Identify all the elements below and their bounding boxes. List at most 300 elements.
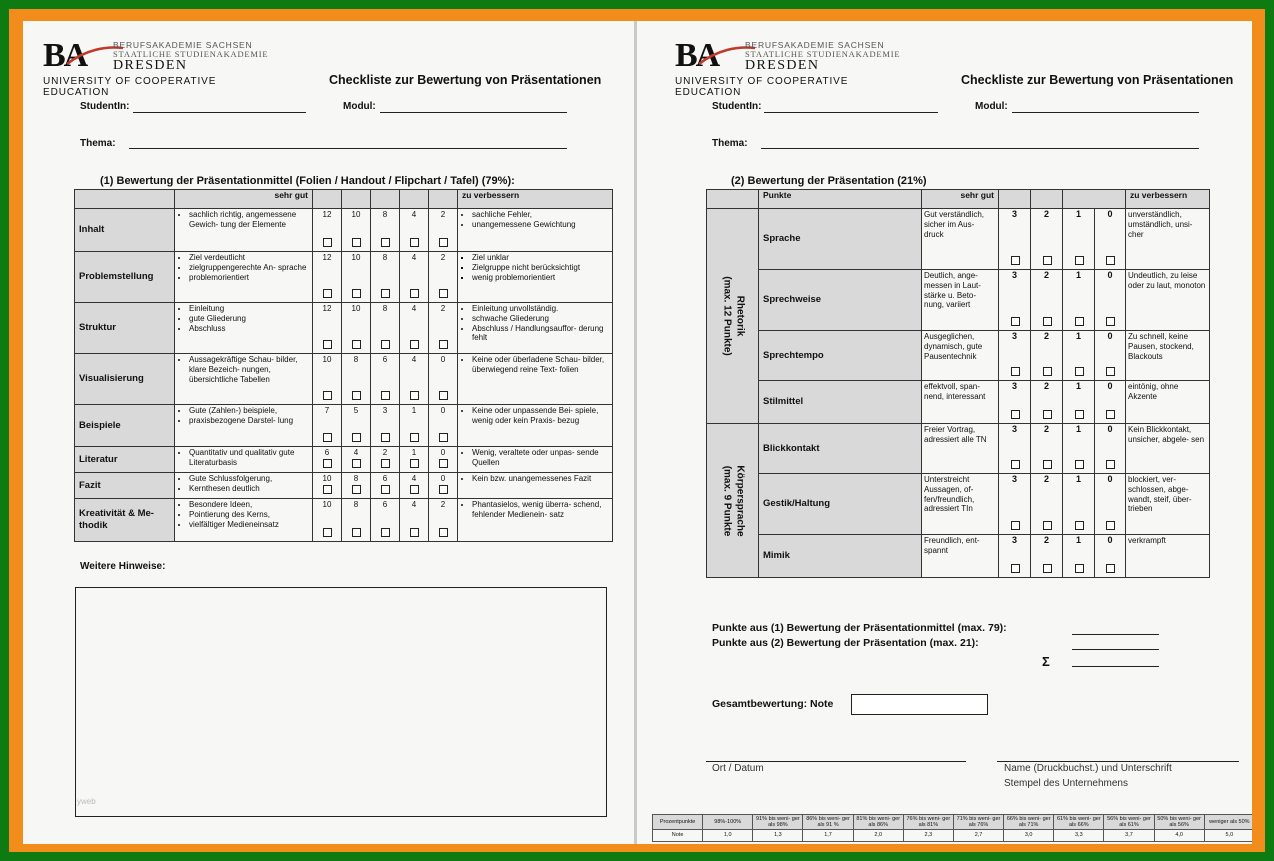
score-cell (429, 473, 458, 499)
score-cell (400, 354, 429, 405)
score-cell (371, 252, 400, 303)
sum2-field[interactable] (1072, 649, 1159, 650)
header-improve: zu verbessern (1126, 190, 1210, 209)
list-item: ▪ Zielgruppe nicht berücksichtigt (472, 263, 612, 273)
score-checkbox[interactable] (381, 238, 390, 247)
score-checkbox[interactable] (323, 391, 332, 400)
point-checkbox[interactable] (1106, 564, 1115, 573)
score-value: 2 (440, 304, 446, 313)
criterion-label: Sprechtempo (759, 331, 922, 381)
score-checkbox[interactable] (410, 391, 419, 400)
grade-cell: 5,0 (1204, 830, 1252, 842)
thema-field[interactable] (129, 148, 567, 149)
percent-row (653, 815, 1253, 830)
point-cell (1095, 209, 1126, 270)
table-row (707, 331, 1210, 381)
point-checkbox[interactable] (1043, 317, 1052, 326)
group-name: Rhetorik (734, 295, 745, 337)
score-checkbox[interactable] (381, 459, 390, 468)
point-value: 1 (1075, 209, 1081, 219)
grade-cell: 2,0 (853, 830, 903, 842)
point-checkbox[interactable] (1075, 256, 1084, 265)
score-checkbox[interactable] (381, 391, 390, 400)
point-value: 3 (1011, 381, 1017, 391)
criterion-label: Blickkontakt (759, 424, 922, 474)
score-checkbox[interactable] (323, 528, 332, 537)
table-row (75, 354, 613, 405)
criterion-label: Gestik/Haltung (759, 474, 922, 535)
point-value: 2 (1043, 535, 1049, 545)
improve-description: Undeutlich, zu leise oder zu laut, monoton (1126, 270, 1210, 331)
point-cell (1095, 381, 1126, 424)
score-checkbox[interactable] (352, 528, 361, 537)
list-item: ▪ Ziel unklar (472, 253, 612, 263)
point-checkbox[interactable] (1011, 317, 1020, 326)
point-value: 1 (1075, 535, 1081, 545)
point-cell (999, 270, 1031, 331)
good-criteria (175, 303, 313, 354)
score-cell (342, 473, 371, 499)
score-value: 2 (440, 253, 446, 262)
good-criteria (175, 447, 313, 473)
stamp-label: Stempel des Unternehmens (1004, 778, 1128, 789)
score-cell (371, 303, 400, 354)
percent-cell: 61% bis weni- ger als 66% (1054, 815, 1104, 830)
point-value: 3 (1011, 209, 1017, 219)
watermark-text: yweb (77, 797, 96, 806)
score-cell (342, 354, 371, 405)
thema-label: Thema: (80, 138, 116, 149)
score-value: 7 (324, 406, 330, 415)
grade-cell: 3,7 (1104, 830, 1154, 842)
header-very-good: sehr gut (175, 190, 313, 209)
list-item: • Quantitativ und qualitativ gute Literaturbasis (189, 448, 312, 468)
good-description: Gut verständlich, sicher im Aus- druck (922, 209, 999, 270)
percent-cell: 50% bis weni- ger als 56% (1154, 815, 1204, 830)
list-item: • unangemessene Gewichtung (472, 220, 612, 230)
score-checkbox[interactable] (410, 459, 419, 468)
grade-input[interactable] (851, 694, 988, 715)
point-checkbox[interactable] (1011, 521, 1020, 530)
point-value: 0 (1107, 381, 1113, 391)
score-checkbox[interactable] (439, 459, 448, 468)
point-checkbox[interactable] (1011, 564, 1020, 573)
criterion-label: Sprechweise (759, 270, 922, 331)
score-value: 4 (411, 304, 417, 313)
score-cell (400, 209, 429, 252)
score-value: 8 (382, 210, 388, 219)
point-cell (1095, 270, 1126, 331)
improve-description: Kein Blickkontakt, unsicher, abgele- sen (1126, 424, 1210, 474)
score-value: 4 (411, 210, 417, 219)
point-checkbox[interactable] (1075, 460, 1084, 469)
list-item: • Keine oder unpassende Bei- spiele, wenig oder kein Praxis- bezug (472, 406, 612, 426)
improve-description: Zu schnell, keine Pausen, stockend, Blackouts (1126, 331, 1210, 381)
improve-criteria (458, 303, 613, 354)
point-checkbox[interactable] (1011, 410, 1020, 419)
score-checkbox[interactable] (439, 433, 448, 442)
group-max: (max. 12 Punkte) (721, 276, 733, 356)
point-checkbox[interactable] (1043, 367, 1052, 376)
list-item: • Wenig, veraltete oder unpas- sende Quellen (472, 448, 612, 468)
place-date-label: Ort / Datum (712, 763, 764, 774)
improve-criteria (458, 405, 613, 447)
grade-cell: 1,0 (703, 830, 753, 842)
point-checkbox[interactable] (1043, 564, 1052, 573)
score-value: 8 (353, 355, 359, 364)
score-cell (371, 499, 400, 542)
score-checkbox[interactable] (439, 391, 448, 400)
improve-description: eintönig, ohne Akzente (1126, 381, 1210, 424)
criterion-label: Stilmittel (759, 381, 922, 424)
score-cell (400, 252, 429, 303)
score-value: 10 (322, 500, 332, 509)
table-row (707, 474, 1210, 535)
point-value: 3 (1011, 535, 1017, 545)
list-item: • Einleitung (189, 304, 312, 314)
score-checkbox[interactable] (323, 433, 332, 442)
score-value: 4 (411, 500, 417, 509)
point-cell (1031, 331, 1063, 381)
signature-line[interactable] (997, 761, 1239, 762)
good-criteria (175, 405, 313, 447)
criterion-label: Visualisierung (75, 354, 175, 405)
score-checkbox[interactable] (352, 433, 361, 442)
score-checkbox[interactable] (381, 485, 390, 494)
table-row (75, 209, 613, 252)
group-label (707, 424, 759, 578)
score-checkbox[interactable] (381, 340, 390, 349)
score-cell (429, 447, 458, 473)
point-cell (1031, 424, 1063, 474)
point-cell (1031, 209, 1063, 270)
score-checkbox[interactable] (352, 340, 361, 349)
criterion-label: Inhalt (75, 209, 175, 252)
list-item: • Gute Schlussfolgerung, (189, 474, 312, 484)
point-cell (1063, 331, 1095, 381)
score-checkbox[interactable] (323, 459, 332, 468)
presentation-means-table (74, 189, 613, 542)
good-description: Unterstreicht Aussagen, of- fen/freundlich, adressiert TIn (922, 474, 999, 535)
score-cell (342, 405, 371, 447)
percent-cell: 86% bis weni- ger als 91 % (803, 815, 853, 830)
grade-cell: 3,3 (1054, 830, 1104, 842)
student-field-right[interactable] (764, 112, 938, 113)
point-value: 1 (1075, 381, 1081, 391)
score-value: 10 (351, 304, 361, 313)
point-checkbox[interactable] (1106, 317, 1115, 326)
point-cell (1031, 535, 1063, 578)
score-value: 8 (382, 304, 388, 313)
score-cell (342, 447, 371, 473)
point-cell (1063, 474, 1095, 535)
score-value: 12 (322, 253, 332, 262)
criterion-label: Struktur (75, 303, 175, 354)
point-checkbox[interactable] (1106, 410, 1115, 419)
criterion-label: Literatur (75, 447, 175, 473)
score-checkbox[interactable] (352, 238, 361, 247)
score-checkbox[interactable] (323, 485, 332, 494)
point-checkbox[interactable] (1011, 367, 1020, 376)
grade-label: Gesamtbewertung: Note (712, 698, 834, 710)
score-cell (429, 303, 458, 354)
score-value: 8 (353, 500, 359, 509)
header-very-good: sehr gut (922, 190, 999, 209)
score-checkbox[interactable] (323, 340, 332, 349)
criterion-label: Mimik (759, 535, 922, 578)
score-checkbox[interactable] (381, 289, 390, 298)
score-cell (400, 405, 429, 447)
point-checkbox[interactable] (1075, 410, 1084, 419)
list-item: • vielfältiger Medieneinsatz (189, 520, 312, 530)
point-cell (1063, 270, 1095, 331)
score-checkbox[interactable] (410, 289, 419, 298)
improve-criteria (458, 252, 613, 303)
list-item: • Pointierung des Kerns, (189, 510, 312, 520)
section1-title: (1) Bewertung der Präsentationmittel (Folien / Handout / Flipchart / Tafel) (79%): (100, 175, 515, 187)
score-checkbox[interactable] (352, 459, 361, 468)
improve-criteria (458, 473, 613, 499)
thema-field-right[interactable] (761, 148, 1199, 149)
point-value: 2 (1043, 381, 1049, 391)
good-description: Ausgeglichen, dynamisch, gute Pausentechnik (922, 331, 999, 381)
score-cell (313, 354, 342, 405)
table-row (75, 447, 613, 473)
score-checkbox[interactable] (439, 485, 448, 494)
point-checkbox[interactable] (1075, 367, 1084, 376)
group-label (707, 209, 759, 424)
list-item: • Keine oder überladene Schau- bilder, überwiegend reine Text- folien (472, 355, 612, 375)
point-cell (1063, 209, 1095, 270)
score-checkbox[interactable] (439, 528, 448, 537)
point-cell (1063, 381, 1095, 424)
score-checkbox[interactable] (323, 289, 332, 298)
list-item: • Kernthesen deutlich (189, 484, 312, 494)
score-cell (313, 209, 342, 252)
percent-cell: 91% bis weni- ger als 98% (753, 815, 803, 830)
table-row (707, 535, 1210, 578)
score-cell (400, 303, 429, 354)
score-value: 4 (353, 448, 359, 457)
group-name: Körpersprache (734, 464, 745, 537)
list-item: • Kein bzw. unangemessenes Fazit (472, 474, 612, 484)
score-checkbox[interactable] (439, 238, 448, 247)
point-cell (999, 381, 1031, 424)
score-value: 12 (322, 304, 332, 313)
score-cell (342, 499, 371, 542)
ba-logo: BA BERUFSAKADEMIE SACHSEN STAATLICHE STUDIENAKADEMIE DRESDEN UNIVERSITY OF COOPERATIVE EDUCATION (43, 39, 273, 91)
score-value: 10 (351, 210, 361, 219)
list-item: • problemorientiert (189, 273, 312, 283)
score-cell (400, 447, 429, 473)
point-value: 1 (1075, 331, 1081, 341)
score-checkbox[interactable] (352, 485, 361, 494)
point-value: 2 (1043, 474, 1049, 484)
logo-line1: BERUFSAKADEMIE SACHSEN (745, 40, 885, 50)
score-checkbox[interactable] (410, 238, 419, 247)
list-item: • Abschluss / Handlungsauffor- derung fehlt (472, 324, 612, 344)
score-value: 1 (411, 406, 417, 415)
point-value: 0 (1107, 209, 1113, 219)
list-item: • Phantasielos, wenig überra- schend, fehlender Medienein- satz (472, 500, 612, 520)
point-value: 3 (1011, 331, 1017, 341)
modul-field[interactable] (380, 112, 567, 113)
score-checkbox[interactable] (381, 528, 390, 537)
score-cell (429, 499, 458, 542)
point-checkbox[interactable] (1106, 256, 1115, 265)
point-value: 0 (1107, 474, 1113, 484)
score-checkbox[interactable] (439, 340, 448, 349)
point-checkbox[interactable] (1043, 256, 1052, 265)
logo-line3: DRESDEN (745, 58, 820, 73)
point-checkbox[interactable] (1043, 410, 1052, 419)
point-checkbox[interactable] (1106, 367, 1115, 376)
score-cell (313, 252, 342, 303)
list-item: • schwache Gliederung (472, 314, 612, 324)
point-value: 1 (1075, 474, 1081, 484)
sum-label-1: Punkte aus (1) Bewertung der Präsentationmittel (max. 79): (712, 622, 1007, 634)
point-value: 3 (1011, 424, 1017, 434)
score-cell (429, 252, 458, 303)
modul-field-right[interactable] (1012, 112, 1199, 113)
list-item: • Einleitung unvollständig. (472, 304, 612, 314)
grade-cell: 1,7 (803, 830, 853, 842)
page-left (23, 21, 634, 844)
score-cell (371, 354, 400, 405)
score-checkbox[interactable] (352, 391, 361, 400)
point-cell (1095, 474, 1126, 535)
list-item: • sachlich richtig, angemessene Gewich- tung der Elemente (189, 210, 312, 230)
criterion-label: Sprache (759, 209, 922, 270)
score-checkbox[interactable] (410, 340, 419, 349)
list-item: • sachliche Fehler, (472, 210, 612, 220)
notes-label: Weitere Hinweise: (80, 561, 166, 572)
place-date-line[interactable] (706, 761, 966, 762)
list-item: • Gute (Zahlen-) beispiele, (189, 406, 312, 416)
percentage-grade-table (652, 814, 1252, 842)
table-row (707, 381, 1210, 424)
logo-line2: STAATLICHE STUDIENAKADEMIE (113, 49, 269, 59)
ba-logo-right: BA BERUFSAKADEMIE SACHSEN STAATLICHE STUDIENAKADEMIE DRESDEN UNIVERSITY OF COOPERATIVE EDUCATION (675, 39, 905, 91)
total-field[interactable] (1072, 666, 1159, 667)
table-header-row (707, 190, 1210, 209)
score-cell (400, 499, 429, 542)
improve-description: blockiert, ver- schlossen, abge- wandt, steif, über- trieben (1126, 474, 1210, 535)
score-value: 4 (411, 474, 417, 483)
score-cell (313, 473, 342, 499)
score-value: 8 (353, 474, 359, 483)
improve-description: unverständlich, umständlich, unsi- cher (1126, 209, 1210, 270)
criterion-label: Problemstellung (75, 252, 175, 303)
score-cell (400, 473, 429, 499)
notes-textarea[interactable] (75, 587, 607, 817)
grade-cell: 4,0 (1154, 830, 1204, 842)
good-criteria (175, 252, 313, 303)
good-description: Deutlich, ange- messen in Laut- stärke u. Beto- nung, variiert (922, 270, 999, 331)
percent-cell: 81% bis weni- ger als 86% (853, 815, 903, 830)
score-checkbox[interactable] (410, 433, 419, 442)
point-checkbox[interactable] (1075, 521, 1084, 530)
point-value: 0 (1107, 424, 1113, 434)
point-checkbox[interactable] (1043, 521, 1052, 530)
logo-line2: STAATLICHE STUDIENAKADEMIE (745, 49, 901, 59)
percent-cell: 71% bis weni- ger als 76% (953, 815, 1003, 830)
point-value: 1 (1075, 270, 1081, 280)
page-title: Checkliste zur Bewertung von Präsentationen (329, 73, 602, 87)
score-checkbox[interactable] (323, 238, 332, 247)
score-value: 2 (382, 448, 388, 457)
point-checkbox[interactable] (1075, 564, 1084, 573)
grade-cell: 2,7 (953, 830, 1003, 842)
score-checkbox[interactable] (381, 433, 390, 442)
list-item: ▪ wenig problemorientiert (472, 273, 612, 283)
point-cell (1095, 331, 1126, 381)
point-value: 2 (1043, 209, 1049, 219)
percent-cell: weniger als 50% (1204, 815, 1252, 830)
list-item: • Besondere Ideen, (189, 500, 312, 510)
point-checkbox[interactable] (1106, 460, 1115, 469)
good-description: Freier Vortrag, adressiert alle TN (922, 424, 999, 474)
table-row (75, 252, 613, 303)
logo-line4: UNIVERSITY OF COOPERATIVE EDUCATION (675, 76, 849, 98)
criterion-label: Fazit (75, 473, 175, 499)
score-value: 12 (322, 210, 332, 219)
list-item: • Abschluss (189, 324, 312, 334)
student-field[interactable] (133, 112, 306, 113)
page-title-right: Checkliste zur Bewertung von Präsentationen (961, 73, 1234, 87)
score-cell (313, 303, 342, 354)
score-checkbox[interactable] (439, 289, 448, 298)
table-row (75, 405, 613, 447)
point-checkbox[interactable] (1011, 460, 1020, 469)
grade-cell: 1,3 (753, 830, 803, 842)
logo-line4: UNIVERSITY OF COOPERATIVE EDUCATION (43, 76, 217, 98)
point-cell (999, 209, 1031, 270)
score-cell (371, 473, 400, 499)
point-cell (1095, 535, 1126, 578)
list-item: • zielgruppengerechte An- sprache (189, 263, 312, 273)
score-checkbox[interactable] (410, 485, 419, 494)
score-value: 8 (382, 253, 388, 262)
score-cell (313, 405, 342, 447)
sum1-field[interactable] (1072, 634, 1159, 635)
score-cell (429, 405, 458, 447)
logo-line1: BERUFSAKADEMIE SACHSEN (113, 40, 253, 50)
good-criteria (175, 473, 313, 499)
page-right (637, 21, 1252, 844)
point-cell (999, 535, 1031, 578)
percent-cell: 66% bis weni- ger als 71% (1004, 815, 1054, 830)
point-checkbox[interactable] (1075, 317, 1084, 326)
score-value: 0 (440, 406, 446, 415)
score-checkbox[interactable] (352, 289, 361, 298)
table-row (707, 424, 1210, 474)
point-checkbox[interactable] (1106, 521, 1115, 530)
table-row (75, 303, 613, 354)
improve-description: verkrampft (1126, 535, 1210, 578)
grade-cell: 2,3 (903, 830, 953, 842)
good-description: effektvoll, span- nend, interessant (922, 381, 999, 424)
improve-criteria (458, 447, 613, 473)
score-value: 1 (411, 448, 417, 457)
score-cell (342, 209, 371, 252)
point-cell (1063, 424, 1095, 474)
score-checkbox[interactable] (410, 528, 419, 537)
point-checkbox[interactable] (1011, 256, 1020, 265)
score-value: 3 (382, 406, 388, 415)
point-checkbox[interactable] (1043, 460, 1052, 469)
score-cell (429, 209, 458, 252)
